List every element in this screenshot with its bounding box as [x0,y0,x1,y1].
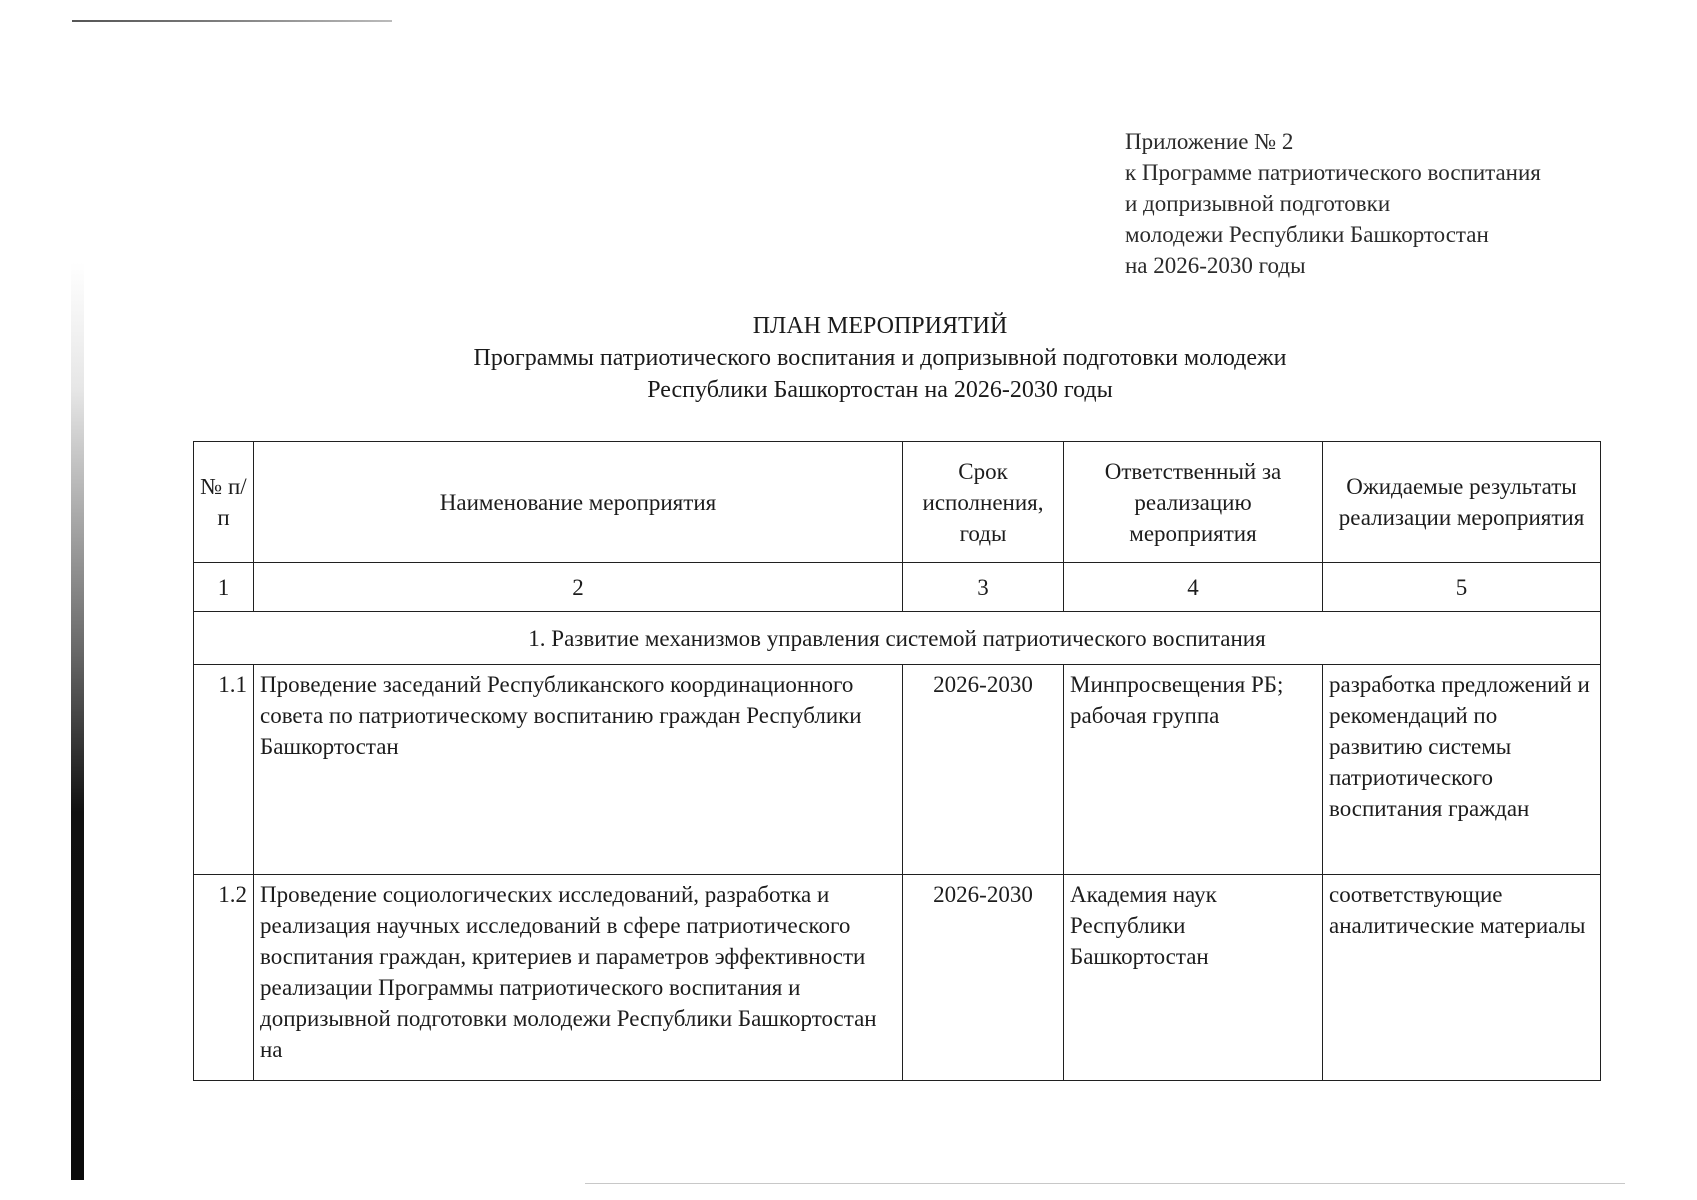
appendix-line: и допризывной подготовки [1125,191,1391,216]
scan-artifact-left-bar [71,262,84,1180]
table-row [194,665,1601,875]
row-responsible: Минпросвещения РБ; рабочая группа [1064,665,1323,875]
section-row [194,612,1601,665]
row-result: разработка предложений и рекомендаций по развитию системы патриотического воспитания граждан [1323,665,1601,875]
row-event-name: Проведение социологических исследований, разработка и реализация научных исследований в сфере патриотического воспитания граждан, критериев и параметров эффективности реализации Программы патриотического воспитания и допризывной подготовки молодежи Республики Башкортостан на [254,875,903,1081]
title-line-2: Программы патриотического воспитания и допризывной подготовки молодежи [473,345,1287,371]
column-number: 4 [1064,563,1323,612]
row-result: соответствующие аналитические материалы [1323,875,1601,1081]
row-number: 1.2 [194,875,254,1081]
row-responsible: Академия наук Республики Башкортостан [1064,875,1323,1081]
row-term: 2026-2030 [903,665,1064,875]
document-title [200,310,1560,406]
row-event-name: Проведение заседаний Республиканского координационного совета по патриотическому воспитанию граждан Республики Башкортостан [254,665,903,875]
appendix-note [1125,126,1541,281]
row-term: 2026-2030 [903,875,1064,1081]
table-row [194,875,1601,1081]
appendix-line: на 2026-2030 годы [1125,253,1306,278]
header-number: № п/п [194,442,254,563]
header-term: Срок исполнения, годы [903,442,1064,563]
section-title: 1. Развитие механизмов управления системой патриотического воспитания [194,612,1601,665]
table-header-row [194,442,1601,563]
events-plan-table [193,441,1601,1081]
column-number: 3 [903,563,1064,612]
column-number: 1 [194,563,254,612]
scan-artifact-bottom-line [585,1183,1625,1184]
title-main: ПЛАН МЕРОПРИЯТИЙ [752,313,1008,339]
row-number: 1.1 [194,665,254,875]
column-number: 5 [1323,563,1601,612]
header-responsible: Ответственный за реализацию мероприятия [1064,442,1323,563]
appendix-line: к Программе патриотического воспитания [1125,160,1541,185]
header-result: Ожидаемые результаты реализации мероприятия [1323,442,1601,563]
scan-artifact-top-line [72,20,392,22]
title-line-3: Республики Башкортостан на 2026-2030 годы [647,377,1113,403]
header-name: Наименование мероприятия [254,442,903,563]
appendix-line: Приложение № 2 [1125,129,1294,154]
column-number: 2 [254,563,903,612]
appendix-line: молодежи Республики Башкортостан [1125,222,1489,247]
column-number-row [194,563,1601,612]
